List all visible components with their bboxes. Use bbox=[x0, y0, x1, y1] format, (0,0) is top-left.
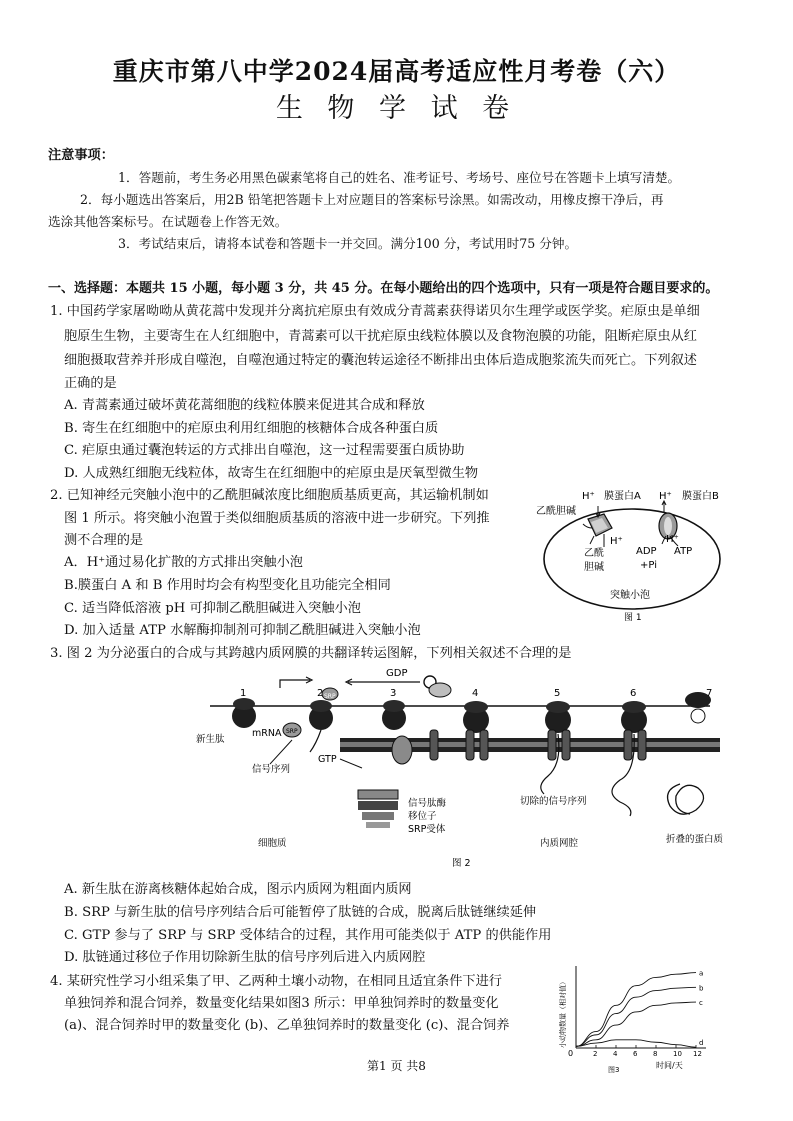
series-line-b bbox=[576, 987, 696, 1046]
page-subtitle: 生 物 学 试 卷 bbox=[275, 93, 518, 124]
y-axis-label: 小动物数量（相对值） bbox=[559, 978, 567, 1048]
q3-option-c: C. GTP 参与了 SRP 与 SRP 受体结合的过程，其作用可能类似于 ATP 的供能作用 bbox=[64, 928, 552, 943]
q1-stem: 1. 中国药学家屠呦呦从黄花蒿中发现并分离抗疟原虫有效成分青蒿素获得诺贝尔生理学或医学奖。疟原虫是单细 bbox=[50, 304, 700, 319]
label-adp: ADP bbox=[636, 546, 657, 557]
x-tick-label: 2 bbox=[593, 1050, 598, 1058]
q1-stem: 胞原生生物，主要寄生在人红细胞中，青蒿素可以干扰疟原虫线粒体膜以及食物泡膜的功能，阻断疟原虫从红 bbox=[64, 329, 697, 344]
notice-heading: 注意事项： bbox=[48, 148, 114, 163]
label-ach-in: 胆碱 bbox=[584, 562, 604, 573]
q4-stem: (a)、混合饲养时甲的数量变化 (b)、乙单独饲养时的数量变化 (c)、混合饲养 bbox=[64, 1018, 510, 1033]
label-h-plus-b: H⁺ bbox=[666, 534, 679, 545]
origin-label: 0 bbox=[568, 1049, 574, 1058]
label-ach-in: 乙酰 bbox=[584, 548, 604, 559]
notice-item: 选涂其他答案标号。在试题卷上作答无效。 bbox=[48, 214, 288, 229]
q1-option-b: B. 寄生在红细胞中的疟原虫利用红细胞的核糖体合成各种蛋白质 bbox=[64, 421, 439, 436]
figure-1-caption: 图 1 bbox=[624, 613, 642, 623]
folded-protein-shape bbox=[668, 784, 704, 814]
series-label-c: c bbox=[699, 999, 703, 1008]
label-nascent: 新生肽 bbox=[196, 734, 225, 745]
label-gtp: GTP bbox=[318, 754, 337, 765]
label-h-plus: H⁺ bbox=[659, 491, 672, 502]
q1-option-a: A. 青蒿素通过破坏黄花蒿细胞的线粒体膜来促进其合成和释放 bbox=[64, 398, 425, 413]
notice-item: 2．每小题选出答案后，用2B 铅笔把答题卡上对应题目的答案标号涂黑。如需改动，用橡皮擦干净后，再 bbox=[80, 192, 664, 207]
figure-3-caption: 图3 bbox=[608, 1066, 620, 1074]
label-protein-a: 膜蛋白A bbox=[604, 491, 641, 502]
label-translocon: 移位子 bbox=[408, 811, 437, 822]
svg-text:7: 7 bbox=[706, 688, 713, 699]
srp-bound bbox=[392, 736, 412, 764]
label-pi: +Pi bbox=[640, 560, 657, 571]
label-cut-signal: 切除的信号序列 bbox=[520, 796, 587, 807]
label-folded: 折叠的蛋白质 bbox=[666, 834, 724, 845]
ribosome-step-3 bbox=[382, 700, 406, 730]
label-ach-out: 乙酰胆碱 bbox=[536, 506, 576, 517]
q2-stem: 测不合理的是 bbox=[64, 533, 144, 548]
x-tick-label: 6 bbox=[633, 1050, 638, 1058]
page-number: 第1 页 共8 bbox=[367, 1059, 426, 1073]
label-receptor: SRP受体 bbox=[408, 824, 446, 835]
nascent-peptide bbox=[310, 730, 321, 752]
figure-1-vesicle-diagram bbox=[532, 484, 732, 626]
q3-option-a: A. 新生肽在游离核糖体起始合成，图示内质网为粗面内质网 bbox=[64, 882, 412, 897]
label-h-plus: H⁺ bbox=[610, 536, 623, 547]
ribosome-step-5 bbox=[545, 701, 571, 733]
x-tick-label: 12 bbox=[693, 1050, 702, 1058]
q3-option-d: D. 肽链通过移位子作用切除新生肽的信号序列后进入内质网腔 bbox=[64, 950, 426, 965]
q2-option-d: D. 加入适量 ATP 水解酶抑制剂可抑制乙酰胆碱进入突触小泡 bbox=[64, 623, 421, 638]
q4-stem: 4. 某研究性学习小组采集了甲、乙两种土壤小动物，在相同且适宜条件下进行 bbox=[50, 974, 502, 989]
svg-text:2: 2 bbox=[317, 688, 324, 699]
q2-stem: 图 1 所示。将突触小泡置于类似细胞质基质的溶液中进一步研究。下列推 bbox=[64, 511, 490, 526]
svg-text:6: 6 bbox=[630, 688, 637, 699]
q4-stem: 单独饲养和混合饲养，数量变化结果如图3 所示：甲单独饲养时的数量变化 bbox=[64, 996, 499, 1011]
label-signal: 信号序列 bbox=[252, 764, 291, 775]
q2-option-a: A．H⁺通过易化扩散的方式排出突触小泡 bbox=[64, 555, 303, 570]
label-h-plus: H⁺ bbox=[582, 491, 595, 502]
label-gdp: GDP bbox=[386, 668, 408, 679]
q3-stem: 3. 图 2 为分泌蛋白的合成与其跨越内质网膜的共翻译转运图解，下列相关叙述不合理的是 bbox=[50, 646, 572, 661]
section-heading: 一、选择题：本题共 15 小题，每小题 3 分，共 45 分。在每小题给出的四个选项中，只有一项是符合题目要求的。 bbox=[48, 281, 719, 296]
label-peptidase: 信号肽酶 bbox=[408, 798, 447, 809]
svg-text:3: 3 bbox=[390, 688, 397, 699]
label-srp: SRP bbox=[286, 728, 298, 735]
label-vesicle: 突触小泡 bbox=[610, 590, 650, 601]
q1-stem: 细胞摄取营养并形成自噬泡，自噬泡通过特定的囊泡转运途径不断排出虫体后造成胞浆流失而死亡。下列叙述 bbox=[64, 353, 697, 368]
label-atp: ATP bbox=[674, 546, 693, 557]
page-title: 重庆市第八中学2024届高考适应性月考卷（六） bbox=[112, 57, 681, 86]
x-tick-label: 8 bbox=[653, 1050, 658, 1058]
q1-option-d: D. 人成熟红细胞无线粒体，故寄生在红细胞中的疟原虫是厌氧型微生物 bbox=[64, 466, 479, 481]
q1-option-c: C. 疟原虫通过囊泡转运的方式排出自噬泡，这一过程需要蛋白质协助 bbox=[64, 443, 465, 458]
q2-option-b: B.膜蛋白 A 和 B 作用时均会有构型变化且功能完全相同 bbox=[64, 578, 391, 593]
series-label-d: d bbox=[699, 1039, 704, 1048]
ribosome-step-4 bbox=[463, 701, 489, 733]
q3-option-b: B. SRP 与新生肽的信号序列结合后可能暂停了肽链的合成，脱离后肽链继续延伸 bbox=[64, 905, 537, 920]
svg-text:4: 4 bbox=[472, 688, 479, 699]
label-protein-b: 膜蛋白B bbox=[682, 491, 719, 502]
x-tick-label: 10 bbox=[673, 1050, 682, 1058]
notice-item: 3．考试结束后，请将本试卷和答题卡一并交回。满分100 分，考试用时75 分钟。 bbox=[118, 236, 578, 251]
notice-item: 1．答题前，考生务必用黑色碳素笔将自己的姓名、准考证号、考场号、座位号在答题卡上填写清楚。 bbox=[118, 170, 681, 185]
q1-stem: 正确的是 bbox=[64, 376, 117, 391]
series-label-a: a bbox=[699, 969, 704, 978]
x-axis-label: 时间/天 bbox=[656, 1061, 683, 1070]
q2-option-c: C. 适当降低溶液 pH 可抑制乙酰胆碱进入突触小泡 bbox=[64, 601, 361, 616]
ribosome-step-2 bbox=[309, 700, 333, 730]
label-er-lumen: 内质网腔 bbox=[540, 838, 579, 849]
svg-text:5: 5 bbox=[554, 688, 561, 699]
srp-receptor-stack bbox=[358, 790, 398, 828]
svg-text:1: 1 bbox=[240, 688, 247, 699]
label-mrna: mRNA bbox=[252, 728, 282, 739]
label-srp: SRP bbox=[324, 693, 336, 700]
series-label-b: b bbox=[699, 984, 704, 993]
label-cytoplasm: 细胞质 bbox=[258, 838, 287, 849]
q2-stem: 2. 已知神经元突触小泡中的乙酰胆碱浓度比细胞质基质更高，其运输机制如 bbox=[50, 488, 489, 503]
ribosome-step-1 bbox=[232, 698, 256, 728]
x-tick-label: 4 bbox=[613, 1050, 618, 1058]
ribosome-step-6 bbox=[621, 701, 647, 733]
figure-2-caption: 图 2 bbox=[452, 858, 471, 869]
figure-2-srp-diagram bbox=[190, 664, 730, 874]
